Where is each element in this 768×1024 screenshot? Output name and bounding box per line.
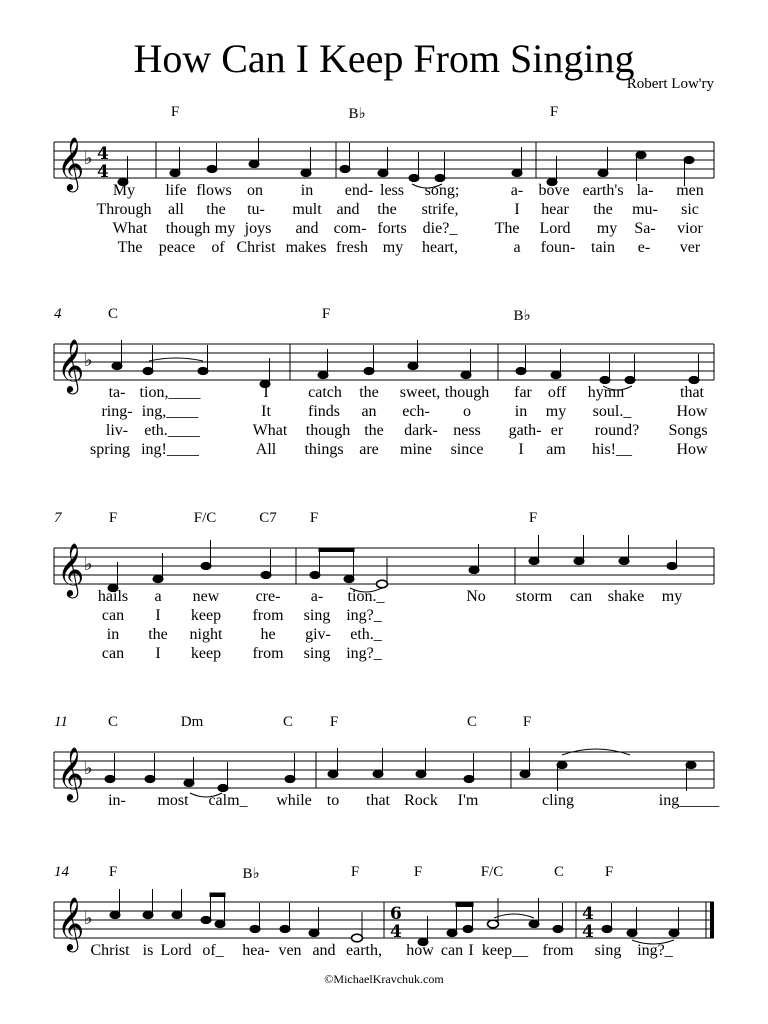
lyric-syllable: that [366,792,390,809]
lyric-syllable: hails [97,588,129,605]
lyric-syllable: mine [400,441,432,458]
lyric-syllable: of [211,239,225,256]
lyric-syllable: sic [681,201,699,218]
system-1 [0,104,768,264]
lyric-syllable: the [359,384,379,401]
lyric-syllable: er [550,422,564,439]
lyric-syllable: makes [285,239,327,256]
chord-symbol: F [329,714,339,730]
lyric-syllable: my [596,220,618,237]
lyric-syllable: mu- [632,201,658,218]
lyric-syllable: and [312,942,336,959]
chord-symbol: F/C [193,510,217,526]
lyric-syllable: The [117,239,143,256]
chord-symbol: F [170,104,180,120]
lyric-syllable: ring- [101,403,133,420]
lyric-syllable: flows [196,182,232,199]
lyric-syllable: heart, [422,239,458,256]
lyric-syllable: life [165,182,187,199]
lyric-syllable: my [661,588,683,605]
lyric-syllable: to [326,792,340,809]
lyric-syllable: storm [515,588,553,605]
tie [494,914,534,918]
lyric-syllable: ven [278,942,302,959]
lyric-syllable: and [336,201,360,218]
lyric-syllable: keep__ [481,942,529,959]
lyric-syllable: Sa- [634,220,656,237]
lyric-syllable: liv- [105,422,129,439]
lyric-syllable: ver [679,239,701,256]
chord-symbol: C [107,714,119,730]
chord-symbol: F [528,510,538,526]
lyric-syllable: fresh [336,239,368,256]
lyric-syllable: catch [308,384,342,401]
lyric-syllable: his!__ [592,441,632,458]
lyric-syllable: Christ [236,239,276,256]
treble-clef-icon: 𝄞 [57,338,85,392]
lyric-syllable: and [295,220,319,237]
lyric-syllable: new [192,588,220,605]
lyric-syllable: peace [158,239,196,256]
lyric-syllable: I [518,441,524,458]
lyric-syllable: calm_ [208,792,248,809]
lyric-syllable: eth.____ [144,422,200,439]
chord-symbol: F [413,864,423,880]
treble-clef-icon: 𝄞 [57,136,85,190]
lyric-syllable: Lord [160,942,192,959]
copyright-notice: ©MichaelKravchuk.com [324,972,444,986]
lyric-syllable: tu- [247,201,265,218]
lyric-syllable: a [154,588,162,605]
lyric-syllable: while [276,792,312,809]
lyric-syllable: things [304,441,344,458]
chord-symbol: F [108,510,118,526]
lyric-syllable: keep [190,645,222,662]
lyric-syllable: in [300,182,314,199]
lyric-syllable: mult [292,201,322,218]
lyric-syllable: a- [510,182,524,199]
lyric-syllable: men [676,182,704,199]
lyric-syllable: a- [310,588,324,605]
notes [118,138,694,186]
lyric-syllable: I'm [457,792,479,809]
lyric-syllable: I [155,607,161,624]
flat-icon: ♭ [84,554,93,575]
lyric-syllable: sing [594,942,622,959]
lyric-syllable: ing,____ [141,403,199,420]
lyric-syllable: in [514,403,528,420]
lyric-syllable: ing_____ [658,792,720,809]
lyric-syllable: joys [244,220,272,237]
lyric-syllable: vior [677,220,703,237]
lyric-syllable: Lord [539,220,571,237]
measure-number: 7 [54,510,62,526]
lyric-syllable: the [148,626,168,643]
lyric-syllable: Rock [404,792,438,809]
lyric-syllable: ing?_ [637,942,673,959]
lyric-syllable: can [101,645,125,662]
lyric-syllable: giv- [305,626,331,643]
lyric-syllable: an [361,403,377,420]
system-3 [0,510,768,670]
lyric-syllable: bove [538,182,570,199]
lyric-syllable: Songs [668,422,708,439]
lyric-syllable: gath- [508,422,542,439]
lyric-syllable: of_ [202,942,224,959]
lyric-syllable: am [546,441,566,458]
lyric-syllable: the [364,422,384,439]
lyric-syllable: in- [108,792,126,809]
system-2 [0,306,768,466]
lyric-syllable: all [168,201,184,218]
flat-icon: ♭ [84,148,93,169]
chord-symbol: F [108,864,118,880]
lyric-syllable: he [260,626,276,643]
lyric-syllable: most [157,792,189,809]
lyric-syllable: end- [344,182,374,199]
chord-symbol: C [466,714,478,730]
lyric-syllable: night [189,626,223,643]
lyric-syllable: How [676,441,708,458]
lyric-syllable: ing?_ [346,607,382,624]
lyric-syllable: tion,____ [139,384,201,401]
time-signature: 6 [390,904,402,924]
lyric-syllable: la- [636,182,654,199]
lyric-syllable: my [545,403,567,420]
lyric-syllable: tion._ [347,588,385,605]
lyric-syllable: sing [303,645,331,662]
lyric-syllable: How [676,403,708,420]
system-5 [0,864,768,974]
chord-symbol: F [522,714,532,730]
chord-symbol: F [350,864,360,880]
lyric-syllable: earth's [582,182,624,199]
lyric-syllable: I [155,645,161,662]
lyric-syllable: I [263,384,269,401]
lyric-syllable: ing?_ [346,645,382,662]
lyric-syllable: my [382,239,404,256]
lyric-syllable: I [514,201,520,218]
lyric-syllable: ech- [402,403,430,420]
lyric-syllable: hea- [242,942,270,959]
lyric-syllable: What [252,422,288,439]
chord-symbol: C [553,864,565,880]
measure-number: 14 [54,864,69,880]
flat-icon: ♭ [84,350,93,371]
measure-number: 4 [54,306,62,322]
lyric-syllable: dark- [404,422,438,439]
lyric-syllable: tain [591,239,615,256]
lyric-syllable: though [444,384,490,401]
lyric-syllable: die?_ [422,220,458,237]
lyric-syllable: hymn [587,384,625,401]
chord-symbol: F [604,864,614,880]
chord-symbol: B♭ [513,308,531,324]
lyric-syllable: Christ [90,942,130,959]
flat-icon: ♭ [84,908,93,929]
chord-symbol: F/C [480,864,504,880]
lyric-syllable: spring [90,441,130,458]
lyric-syllable: All [255,441,277,458]
lyric-syllable: ness [453,422,481,439]
lyric-syllable: from [252,645,284,662]
lyric-syllable: e- [637,239,651,256]
tie [149,358,203,361]
system-4 [0,714,768,824]
lyric-syllable: though [165,220,211,237]
lyric-syllable: from [252,607,284,624]
lyric-syllable: can [440,942,464,959]
lyric-syllable: It [261,403,271,420]
lyric-syllable: can [101,607,125,624]
lyric-syllable: since [450,441,484,458]
lyric-syllable: is [142,942,154,959]
lyric-syllable: hear [541,201,569,218]
treble-clef-icon: 𝄞 [57,896,85,950]
lyric-syllable: I [468,942,474,959]
chord-symbol: F [321,306,331,322]
chord-symbol: F [549,104,559,120]
lyric-syllable: off [547,384,567,401]
lyric-syllable: sweet, [399,384,441,401]
lyric-syllable: the [593,201,613,218]
lyric-syllable: forts [377,220,407,237]
lyric-syllable: in [106,626,120,643]
lyric-syllable: ing!____ [141,441,199,458]
lyric-syllable: ta- [108,384,126,401]
lyric-syllable: My [112,182,136,199]
lyric-syllable: my [214,220,236,237]
lyric-syllable: com- [333,220,367,237]
lyric-syllable: foun- [540,239,576,256]
lyric-syllable: how [406,942,434,959]
svg-text:4: 4 [390,922,402,942]
lyric-syllable: sing [303,607,331,624]
lyric-syllable: The [494,220,520,237]
lyric-syllable: earth, [346,942,382,959]
lyric-syllable: soul._ [592,403,632,420]
lyric-syllable: less [380,182,404,199]
svg-text:4: 4 [582,922,594,942]
lyric-syllable: from [542,942,574,959]
treble-clef-icon: 𝄞 [57,746,85,800]
lyric-syllable: keep [190,607,222,624]
time-signature: 4 [582,904,594,924]
lyric-syllable: a [513,239,521,256]
flat-icon: ♭ [84,758,93,779]
lyric-syllable: What [112,220,148,237]
time-signature: 4 [97,144,109,164]
lyric-syllable: though [305,422,351,439]
treble-clef-icon: 𝄞 [57,542,85,596]
lyric-syllable: o [463,403,471,420]
lyric-syllable: shake [607,588,645,605]
measure-number: 11 [54,714,68,730]
lyric-syllable: finds [308,403,340,420]
lyric-syllable: can [569,588,593,605]
lyric-syllable: eth._ [350,626,382,643]
chord-symbol: B♭ [242,866,260,882]
lyric-syllable: are [359,441,379,458]
composer-credit: Robert Low'ry [626,76,714,92]
lyric-syllable: Through [96,201,152,218]
chord-symbol: F [309,510,319,526]
lyric-syllable: the [377,201,397,218]
song-title: How Can I Keep From Singing [133,36,635,81]
lyric-syllable: cre- [255,588,281,605]
lyric-syllable: cling [542,792,574,809]
lyric-syllable: round? [594,422,640,439]
chord-symbol: C7 [259,510,277,526]
lyric-syllable: that [680,384,704,401]
lyric-syllable: far [514,384,532,401]
chord-symbol: C [282,714,294,730]
lyric-syllable: strife, [421,201,459,218]
svg-text:4: 4 [97,162,109,182]
lyric-syllable: on [247,182,263,199]
lyric-syllable: the [206,201,226,218]
chord-symbol: B♭ [348,106,366,122]
lyric-syllable: No [466,588,486,605]
chord-symbol: C [107,306,119,322]
chord-symbol: Dm [180,714,204,730]
lyric-syllable: song; [424,182,460,199]
notes [108,535,677,592]
